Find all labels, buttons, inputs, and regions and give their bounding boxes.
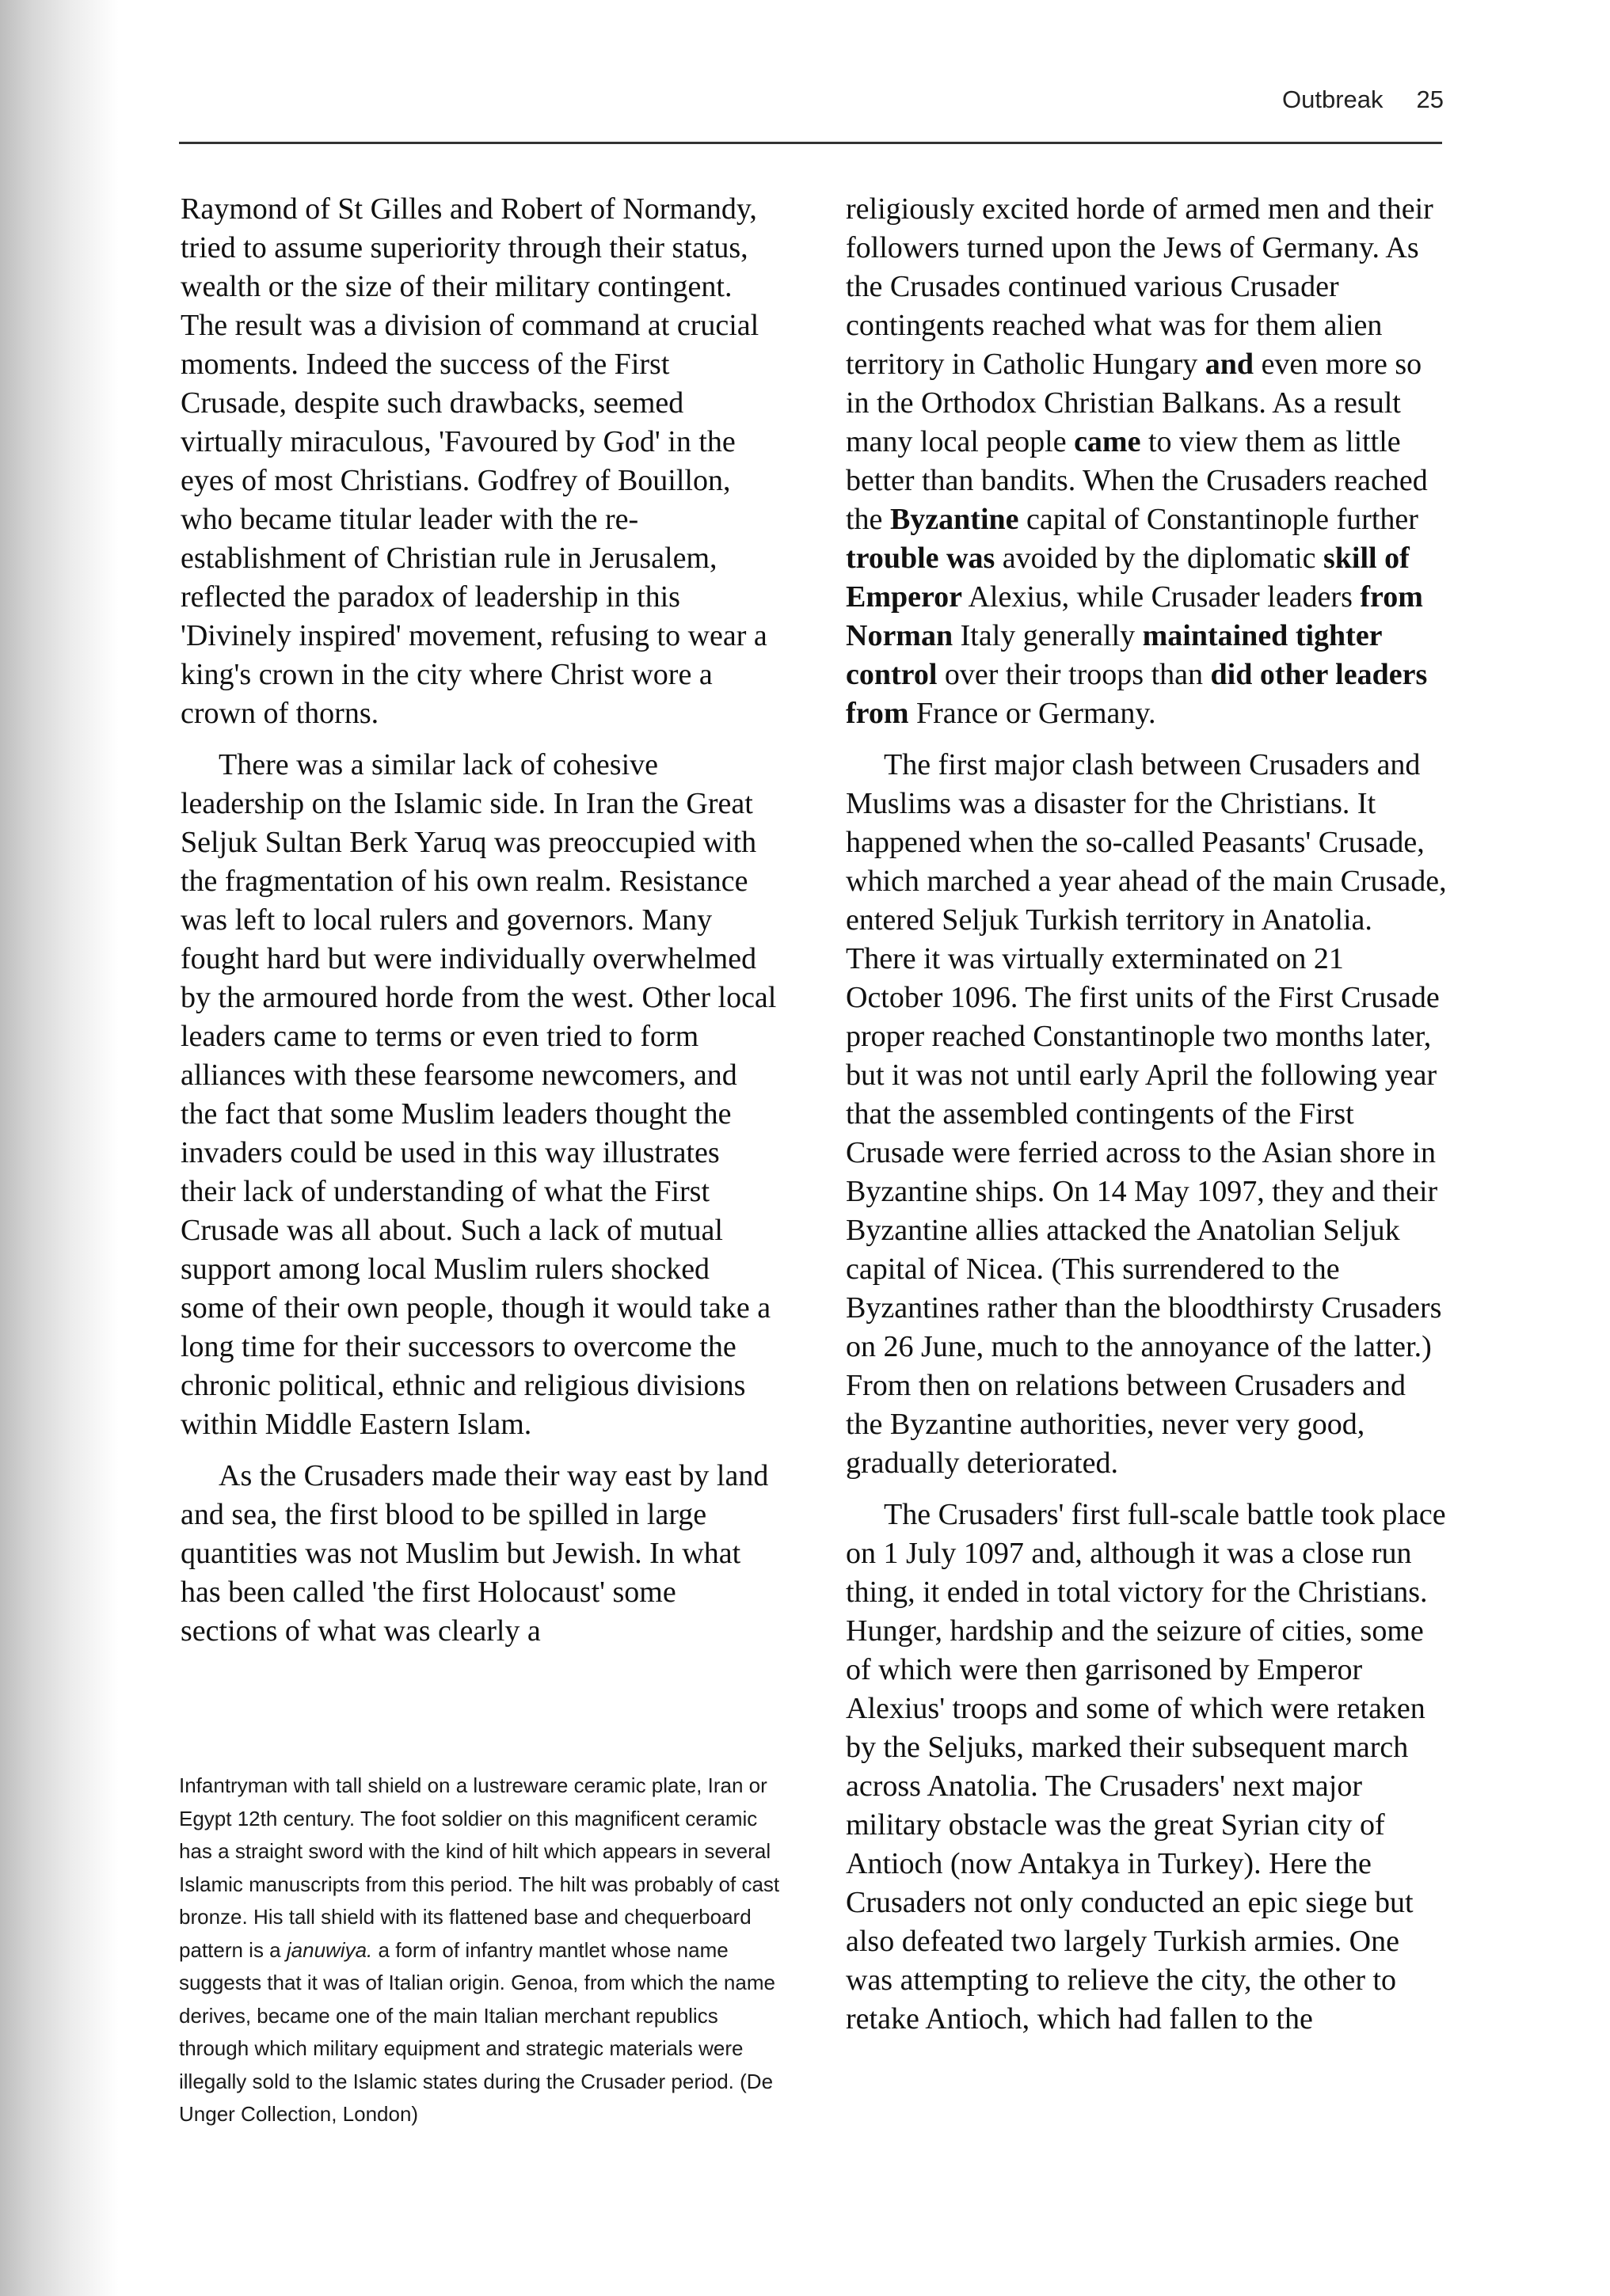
- bold-run: and: [1205, 348, 1254, 381]
- bold-run: skill of Emperor: [846, 542, 1410, 614]
- text-run: Alexius, while Crusader leaders: [968, 580, 1353, 614]
- section-title: Outbreak: [1282, 86, 1384, 113]
- running-head: [1282, 86, 1444, 114]
- paragraph: The Crusaders' first full-scale battle took place on 1 July 1097 and, although it was a close run thing, it ended in total victory for the Christians. Hunger, hardship and the seizure of cities, some of which were then garrisoned by Emperor Alexius' troops and some of which were retaken by the Seljuks, marked their subsequent march across Anatolia. The Crusaders' next major military obstacle was the great Syrian city of Antioch (now Antakya in Turkey). Here the Crusaders not only conducted an epic siege but also defeated two largely Turkish armies. One was attempting to relieve the city, the other to retake Antioch, which had fallen to the: [846, 1498, 1446, 2036]
- caption-italic-term: januwiya.: [286, 1937, 373, 1962]
- text-run: even more so in the Orthodox Christian Balkans. As a result many local people: [846, 348, 1422, 458]
- paragraph: [846, 190, 1448, 733]
- bold-run: from Norman: [846, 580, 1423, 652]
- text-run: to view them as little better than bandits. When the Crusaders reached the: [846, 425, 1428, 536]
- paragraph: As the Crusaders made their way east by land and sea, the first blood to be spilled in large quantities was not Muslim but Jewish. In what has been called 'the first Holocaust' some sections of what was clearly a: [181, 1459, 769, 1648]
- paragraph: The first major clash between Crusaders and Muslims was a disaster for the Christians. It happened when the so-called Peasants' Crusade, which marched a year ahead of the main Crusade, entered Seljuk Turkish territory in Anatolia. There it was virtually exterminated on 21 October 1096. The first units of the First Crusade proper reached Constantinople two months later, but it was not until early April the following year that the assembled contingents of the First Crusade were ferried across to the Asian shore in Byzantine ships. On 14 May 1097, they and their Byzantine allies attacked the Anatolian Seljuk capital of Nicea. (This surrendered to the Byzantines rather than the bloodthirsty Crusaders on 26 June, much to the annoyance of the latter.) From then on relations between Crusaders and the Byzantine authorities, never very good, gradually deteriorated.: [846, 748, 1447, 1480]
- text-run: over their troops than: [944, 658, 1203, 691]
- caption-text: a form of infantry mantlet whose name suggests that it was of Italian origin. Genoa, from which the name derives, became one of the main Italian merchant republics through which military equipment and strategic materials were illegally sold to the Islamic states during the Crusader period. (De Unger Collection, London): [179, 1937, 775, 2126]
- paragraph: Raymond of St Gilles and Robert of Normandy, tried to assume superiority through their status, wealth or the size of their military contingent. The result was a division of command at crucial moments. Indeed the success of the First Crusade, despite such drawbacks, seemed virtually miraculous, 'Favoured by God' in the eyes of most Christians. Godfrey of Bouillon, who became titular leader with the re-establishment of Christian rule in Jerusalem, reflected the paradox of leadership in this 'Divinely inspired' movement, refusing to wear a king's crown in the city where Christ wore a crown of thorns.: [181, 192, 767, 730]
- figure-caption: [179, 1770, 781, 2131]
- text-run: Italy generally: [960, 619, 1136, 652]
- left-column: [181, 190, 778, 1663]
- bold-run: did other leaders from: [846, 658, 1428, 730]
- text-run: capital of Constantinople further: [1026, 503, 1418, 536]
- scan-gutter-shadow: [0, 0, 119, 2296]
- right-column: [846, 190, 1448, 2051]
- caption-text: Infantryman with tall shield on a lustreware ceramic plate, Iran or Egypt 12th century. The foot soldier on this magnificent ceramic has a straight sword with the kind of hilt which appears in several Islamic manuscripts from this period. The hilt was probably of cast bronze. His tall shield with its flattened base and chequerboard pattern is a: [179, 1773, 780, 1962]
- bold-run: came: [1074, 425, 1141, 458]
- bold-run: Byzantine: [889, 503, 1019, 536]
- text-run: religiously excited horde of armed men and their followers turned upon the Jews of Germany. As the Crusades continued various Crusader contingents reached what was for them alien territory in Catholic Hungary: [846, 192, 1433, 381]
- text-run: France or Germany.: [916, 697, 1156, 730]
- header-rule: [179, 142, 1442, 144]
- bold-run: trouble was: [846, 542, 995, 575]
- text-run: avoided by the diplomatic: [1002, 542, 1316, 575]
- page-number: 25: [1416, 86, 1444, 113]
- paragraph: There was a similar lack of cohesive leadership on the Islamic side. In Iran the Great Seljuk Sultan Berk Yaruq was preoccupied with the fragmentation of his own realm. Resistance was left to local rulers and governors. Many fought hard but were individually overwhelmed by the armoured horde from the west. Other local leaders came to terms or even tried to form alliances with these fearsome newcomers, and the fact that some Muslim leaders thought the invaders could be used in this way illustrates their lack of understanding of what the First Crusade was all about. Such a lack of mutual support among local Muslim rulers shocked some of their own people, though it would take a long time for their successors to overcome the chronic political, ethnic and religious divisions within Middle Eastern Islam.: [181, 748, 777, 1441]
- bold-run: maintained tighter control: [846, 619, 1382, 691]
